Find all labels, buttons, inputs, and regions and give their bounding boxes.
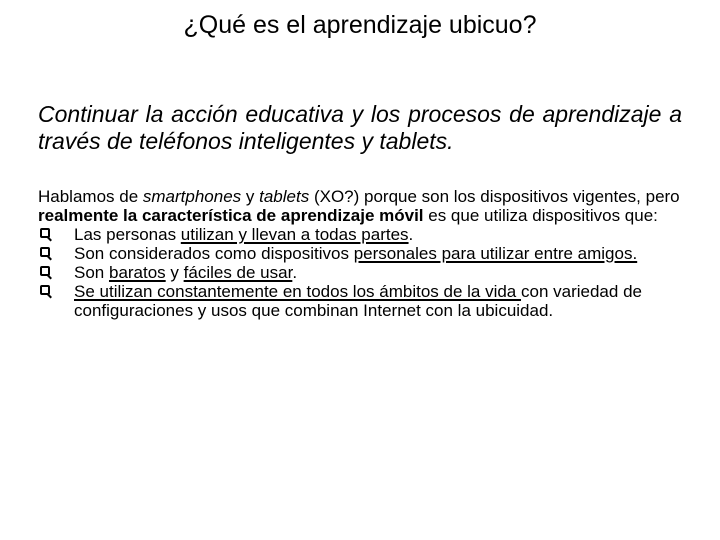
intro-emphasis: realmente la característica de aprendizaje móvil [38, 206, 424, 225]
bullet-item [38, 225, 688, 244]
slide-title: ¿Qué es el aprendizaje ubicuo? [183, 11, 537, 39]
bullet-underlined-text: utilizan y llevan a todas partes [180, 225, 409, 244]
bullet-text: Son [74, 263, 109, 282]
bullet-list [38, 225, 688, 320]
bullet-item [38, 263, 688, 282]
bullet-text: Las personas [74, 225, 181, 244]
bullet-underlined-text: Se utilizan constantemente en todos los ámbitos de la vida [74, 282, 521, 301]
checkbox-bullet-icon [40, 247, 50, 257]
bullet-item [38, 244, 688, 263]
intro-paragraph [38, 187, 688, 225]
bullet-underlined-text: baratos [108, 263, 166, 282]
slide-subtitle: Continuar la acción educativa y los procesos de aprendizaje a través de teléfonos inteligentes y tablets. [38, 101, 682, 154]
bullet-text: . [292, 263, 298, 282]
intro-text-3: (XO?) porque son los dispositivos vigentes, pero [309, 187, 680, 206]
intro-text-2: y [241, 187, 260, 206]
intro-smartphones: smartphones [142, 187, 242, 206]
bullet-item [38, 282, 688, 320]
intro-text-4: es que utiliza dispositivos que: [423, 206, 658, 225]
checkbox-bullet-icon [40, 228, 50, 238]
intro-tablets: tablets [259, 187, 310, 206]
bullet-text: y [165, 263, 184, 282]
slide-body [38, 187, 688, 320]
checkbox-bullet-icon [40, 285, 50, 295]
checkbox-bullet-icon [40, 266, 50, 276]
bullet-text: Son considerados como dispositivos [74, 244, 354, 263]
bullet-text: . [408, 225, 414, 244]
bullet-text: con variedad de configuraciones y usos que combinan Internet con la ubicuidad. [74, 282, 642, 320]
bullet-underlined-text: fáciles de usar [183, 263, 293, 282]
bullet-underlined-text: personales para utilizar entre amigos. [353, 244, 638, 263]
intro-text-1: Hablamos de [38, 187, 143, 206]
